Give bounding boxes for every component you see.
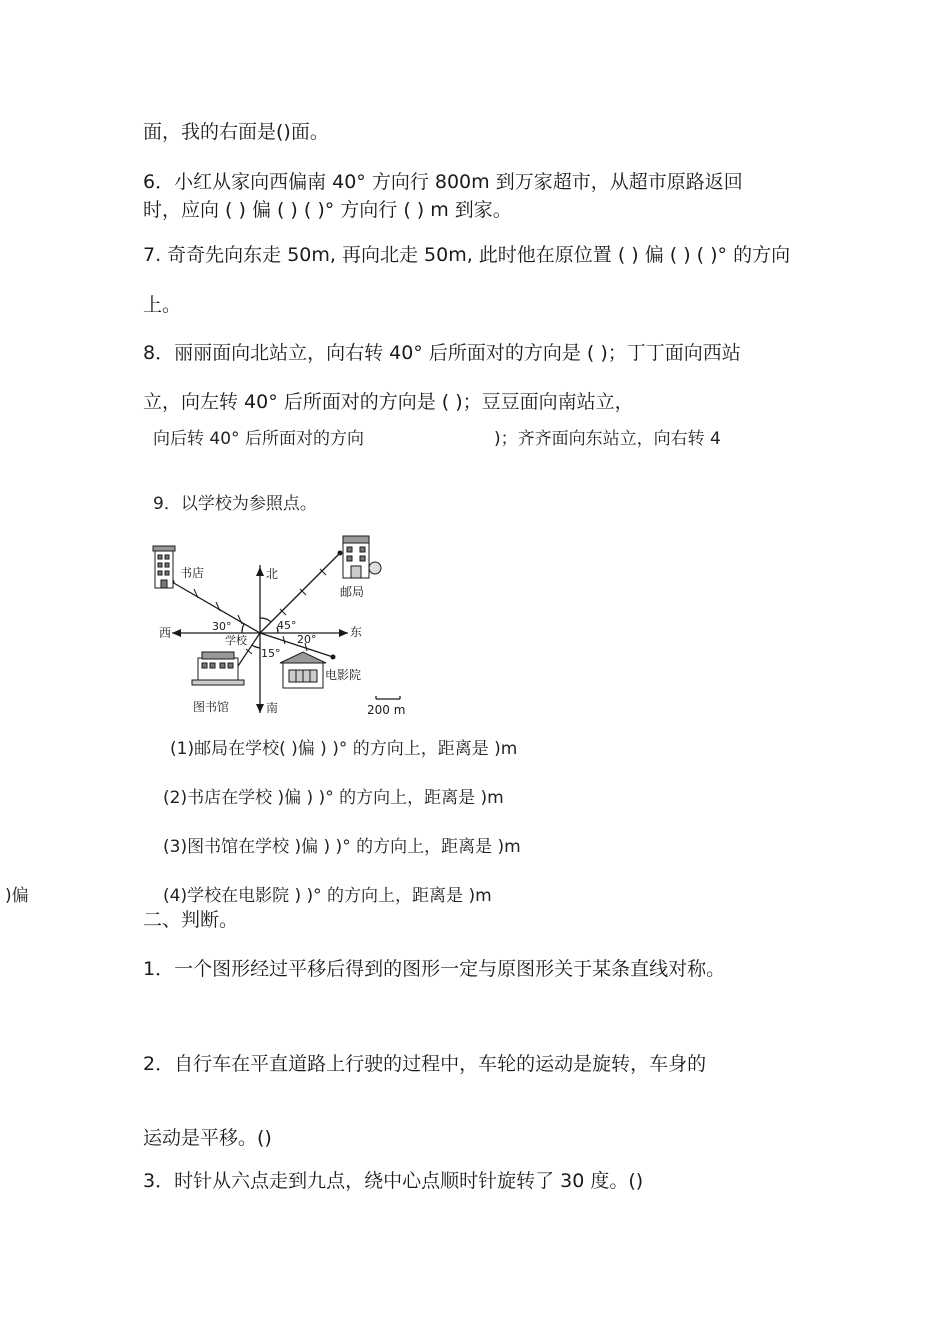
west-arrow (172, 629, 181, 637)
post-office-label: 邮局 (340, 585, 365, 599)
judge-1: 1．一个图形经过平移后得到的图形一定与原图形关于某条直线对称。 (143, 958, 726, 980)
post-office-line (260, 553, 340, 633)
angle-20-label: 20° (297, 633, 317, 646)
angle-15-arc (252, 645, 260, 648)
question-8-line-3-right: )；齐齐面向东站立，向右转 4 (494, 429, 721, 449)
cinema-icon (280, 652, 326, 688)
question-7-line-1: 7. 奇奇先向东走 50m, 再向北走 50m, 此时他在原位置 ( ) 偏 ( ) ( )° 的方向 (143, 244, 791, 266)
question-7-line-2: 上。 (143, 294, 182, 316)
school-label: 学校 (225, 634, 247, 647)
angle-15-label: 15° (261, 647, 281, 660)
question-8-line-3-left: 向后转 40° 后所面对的方向 (153, 429, 364, 449)
library-icon (192, 652, 244, 685)
post-office-icon (343, 536, 381, 578)
question-6-line-2: 时，应向 ( ) 偏 ( ) ( )° 方向行 ( ) m 到家。 (143, 199, 512, 221)
east-label: 东 (350, 625, 363, 639)
sub-question-3: (3)图书馆在学校 )偏 ) )° 的方向上，距离是 )m (163, 837, 521, 857)
question-8-line-2: 立，向左转 40° 后所面对的方向是 ( )；豆豆面向南站立， (143, 391, 634, 413)
south-arrow (256, 704, 264, 713)
angle-45-label: 45° (277, 619, 297, 632)
angle-30-arc (242, 624, 244, 633)
west-label: 西 (158, 626, 171, 640)
north-label: 北 (266, 567, 279, 581)
bookstore-label: 书店 (180, 566, 205, 580)
south-label: 南 (266, 701, 279, 715)
sub-question-2: (2)书店在学校 )偏 ) )° 的方向上，距离是 )m (163, 788, 504, 808)
judge-2-line-2: 运动是平移。() (143, 1127, 272, 1149)
question-8-line-1: 8．丽丽面向北站立，向右转 40° 后所面对的方向是 ( )；丁丁面向西站 (143, 342, 741, 364)
scale-label: 200 m (367, 703, 406, 717)
angle-30-label: 30° (212, 620, 232, 633)
sub-question-4: (4)学校在电影院 ) )° 的方向上，距离是 )m (163, 886, 492, 906)
question-9-title: 9．以学校为参照点。 (153, 494, 317, 514)
bookstore-icon (153, 546, 175, 588)
angle-45-arc (260, 618, 271, 622)
section-title: 二、判断。 (143, 909, 239, 931)
north-arrow (256, 567, 264, 576)
sub-question-1: (1)邮局在学校( )偏 ) )° 的方向上，距离是 )m (170, 739, 518, 759)
judge-2-line-1: 2．自行车在平直道路上行驶的过程中，车轮的运动是旋转，车身的 (143, 1053, 707, 1075)
sub-question-4-left: )偏 (5, 886, 29, 906)
cinema-label: 电影院 (325, 668, 362, 682)
judge-3: 3．时针从六点走到九点，绕中心点顺时针旋转了 30 度。() (143, 1170, 644, 1192)
text-line: 面，我的右面是()面。 (143, 121, 329, 143)
library-label: 图书馆 (193, 700, 230, 714)
east-arrow (339, 629, 348, 637)
question-6-line-1: 6．小红从家向西偏南 40° 方向行 800m 到万家超市，从超市原路返回 (143, 171, 743, 193)
direction-map (150, 530, 430, 725)
